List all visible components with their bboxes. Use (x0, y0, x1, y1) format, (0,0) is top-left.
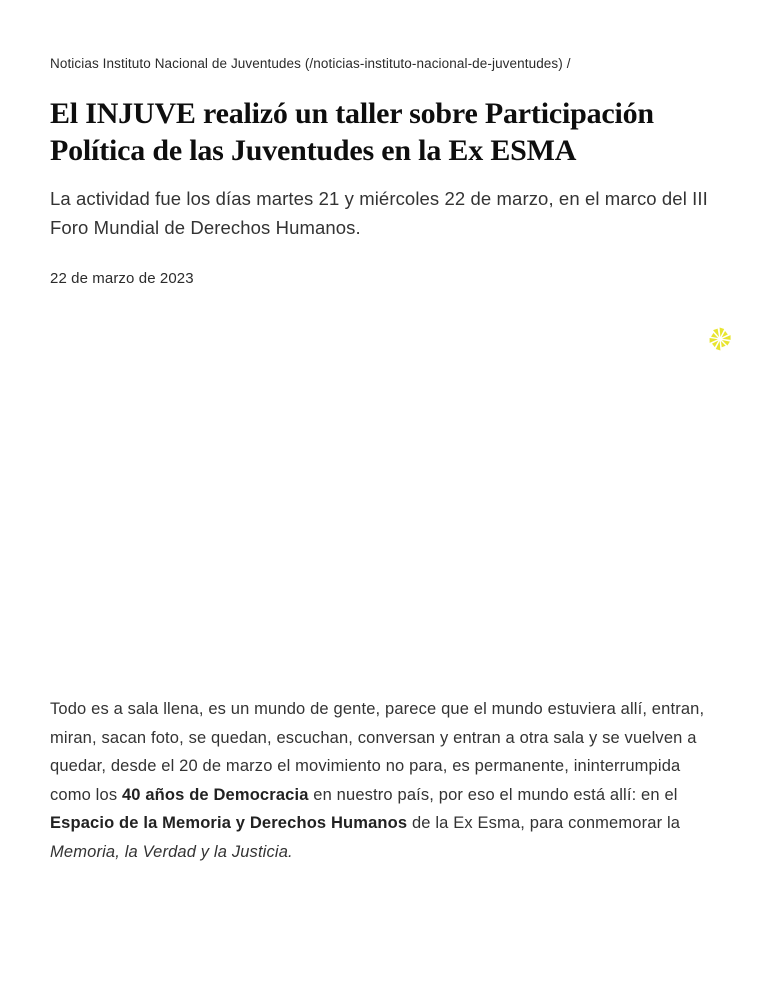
article-paragraph (50, 695, 723, 867)
breadcrumb (50, 55, 723, 73)
article-title: El INJUVE realizó un taller sobre Participación Política de las Juventudes en la Ex ESMA (50, 97, 654, 167)
paragraph-segment: de la Ex Esma, para conmemorar la (407, 814, 681, 833)
paragraph-segment: Memoria, la Verdad y la Justicia. (50, 842, 293, 861)
loading-asterisk-icon (707, 326, 733, 352)
article-image-placeholder (50, 289, 723, 695)
paragraph-segment: Espacio de la Memoria y Derechos Humanos (50, 814, 408, 833)
paragraph-segment: en nuestro país, por eso el mundo está allí: en el (308, 785, 678, 804)
breadcrumb-link[interactable]: Noticias Instituto Nacional de Juventudes (/noticias-instituto-nacional-de-juventudes) / (50, 56, 571, 71)
article-lead: La actividad fue los días martes 21 y miércoles 22 de marzo, en el marco del III Foro Mundial de Derechos Humanos. (50, 188, 708, 238)
paragraph-segment: 40 años de Democracia (121, 785, 309, 804)
paragraph-segment: Todo es a sala llena, es un mundo de gente, parece que el mundo estuviera allí, entran, miran, sacan foto, se quedan, escuchan, conversan y entran a otra sala y se vuelven a quedar, desde el 20 de marzo el movimiento no para, es permanente, ininterrumpida como los (50, 700, 705, 804)
loading-spinner (707, 326, 733, 352)
article-date: 22 de marzo de 2023 (50, 270, 194, 287)
